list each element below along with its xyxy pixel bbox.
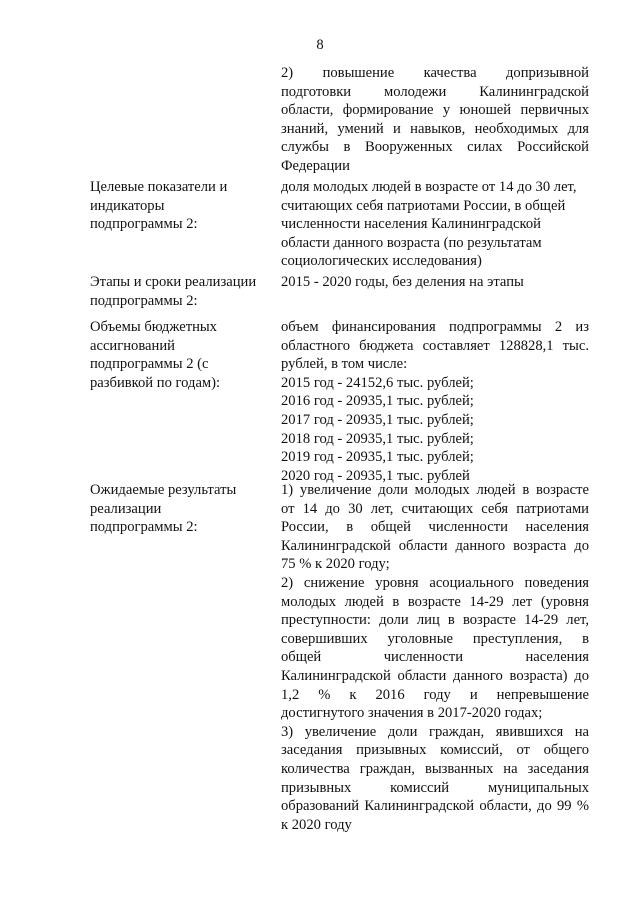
text-line: 2020 год - 20935,1 тыс. рублей [281, 467, 470, 484]
row-content [281, 273, 589, 292]
text-line: 75 % к 2020 году; [281, 556, 390, 573]
label-line: Целевые показатели и [90, 179, 228, 195]
text-line: заседания призывных комиссий, от общего [281, 742, 589, 759]
text-line: 3) увеличение доли граждан, явившихся на [281, 723, 589, 740]
text-line: Федерации [281, 157, 350, 174]
text-line: объем финансирования подпрограммы 2 из [281, 319, 589, 335]
text-line: количества граждан, вызванных на заседания [281, 760, 589, 777]
text-line: общей численности населения [281, 649, 589, 666]
text-line: достигнутого значения в 2017-2020 годах; [281, 705, 543, 722]
label-line: разбивкой по годам): [90, 374, 221, 391]
text-line: 2) повышение качества допризывной [281, 65, 589, 81]
text-line: Калининградской области данного возраста до [281, 537, 589, 554]
text-line: рублей, в том числе: [281, 356, 408, 373]
row-label [90, 273, 270, 310]
text-line: 2) снижение уровня асоциального поведения [281, 574, 589, 591]
label-line: реализации [90, 500, 162, 517]
text-line: 1,2 % к 2016 году и непревышение [281, 686, 589, 703]
text-line: службы в Вооруженных силах Российской [281, 139, 589, 156]
text-line: 2019 год - 20935,1 тыс. рублей; [281, 449, 474, 466]
continuation-text [281, 64, 589, 176]
text-line: 2015 - 2020 годы, без деления на этапы [281, 274, 524, 290]
text-line: молодых людей в возрасте 14-29 лет (уровня [281, 593, 589, 610]
text-line: Калининградской области данного возраста) до [281, 667, 589, 684]
text-line: знаний, умений и навыков, необходимых для [281, 120, 589, 137]
text-line: подготовки молодежи Калининградской [281, 83, 589, 100]
text-line: совершивших уголовные преступления, в [281, 630, 589, 647]
text-line: 2016 год - 20935,1 тыс. рублей; [281, 393, 474, 410]
text-line: доля молодых людей в возрасте от 14 до 30 лет, [281, 179, 577, 195]
row-content [281, 481, 589, 834]
text-line: России, в общей численности населения [281, 519, 589, 536]
label-line: Этапы и сроки реализации [90, 274, 257, 290]
label-line: подпрограммы 2: [90, 216, 198, 233]
label-line: ассигнований [90, 337, 175, 354]
text-line: областного бюджета составляет 128828,1 тыс. [281, 337, 589, 354]
row-content [281, 178, 589, 271]
label-line: Объемы бюджетных [90, 319, 217, 335]
row-label [90, 318, 270, 392]
text-line: области, формирование у юношей первичных [281, 102, 589, 119]
text-line: от 14 до 30 лет, считающих себя патриотами [281, 500, 589, 517]
text-line: образований Калининградской области, до 99 % [281, 798, 589, 815]
text-line: 2017 год - 20935,1 тыс. рублей; [281, 411, 474, 428]
page-number: 8 [316, 37, 324, 53]
row-content [281, 318, 589, 485]
text-line: считающих себя патриотами России, в общей [281, 197, 566, 214]
text-line: преступности: доли лиц в возрасте 14-29 лет, [281, 612, 589, 629]
label-line: Ожидаемые результаты [90, 482, 237, 498]
label-line: подпрограммы 2: [90, 292, 198, 309]
text-line: 2018 год - 20935,1 тыс. рублей; [281, 430, 474, 447]
label-line: индикаторы [90, 197, 165, 214]
text-line: численности населения Калининградской [281, 216, 541, 233]
text-line: 1) увеличение доли молодых людей в возрасте [281, 482, 589, 498]
label-line: подпрограммы 2 (с [90, 356, 209, 373]
row-label [90, 178, 270, 234]
text-line: области данного возраста (по результатам [281, 234, 542, 251]
row-label [90, 481, 270, 537]
label-line: подпрограммы 2: [90, 519, 198, 536]
text-line: призывных комиссий муниципальных [281, 779, 589, 796]
text-line: к 2020 году [281, 816, 352, 833]
text-line: социологических исследования) [281, 253, 482, 270]
text-line: 2015 год - 24152,6 тыс. рублей; [281, 374, 474, 391]
